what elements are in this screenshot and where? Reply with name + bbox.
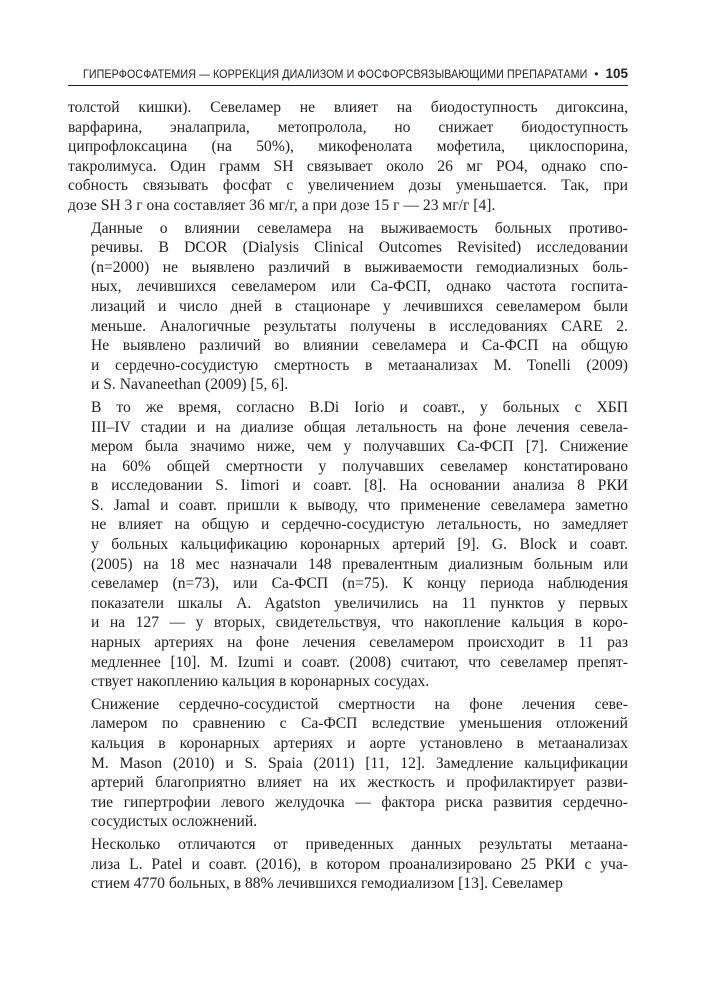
text-line: севеламер (n=73), или Са-ФСП (n=75). К концу периода наблюдения <box>91 575 628 593</box>
text-line: M. Mason (2010) и S. Spaia (2011) [11, 12]. Замедление кальцификации <box>91 754 628 772</box>
text-line: сосудистых осложнений. <box>91 813 258 831</box>
text-line: не влияет на общую и сердечно-сосудистую летальность, но замедляет <box>91 516 628 534</box>
paragraph <box>68 98 628 216</box>
running-header <box>68 66 628 86</box>
text-line: (2005) на 18 мес назначали 148 превалентным диализным больным или <box>91 555 628 573</box>
running-header-title: ГИПЕРФОСФАТЕМИЯ — КОРРЕКЦИЯ ДИАЛИЗОМ И ФОСФОРСВЯЗЫВАЮЩИМИ ПРЕПАРАТАМИ <box>82 69 588 81</box>
text-line: показатели шкалы A. Agatston увеличились на 11 пунктов у первых <box>91 594 628 612</box>
text-line: у больных кальцификацию коронарных артерий [9]. G. Block и соавт. <box>91 536 628 554</box>
paragraph <box>68 219 628 395</box>
text-line: на 60% общей смертности у получавших севеламер констатировано <box>91 457 628 475</box>
text-line: III–IV стадии и на диализе общая летальность на фоне лечения севела- <box>91 418 628 436</box>
text-line: такролимуса. Один грамм SH связывает около 26 мг PO4, однако спо- <box>68 157 628 175</box>
text-line: ципрофлоксацина (на 50%), микофенолата мофетила, циклоспорина, <box>68 138 628 156</box>
text-line: нарных артериях на фоне лечения севеламером происходит в 11 раз <box>91 634 628 652</box>
paragraph <box>68 835 628 894</box>
text-line: ламером по сравнению с Са-ФСП вследствие уменьшения отложений <box>91 715 628 733</box>
text-line: собность связывать фосфат с увеличением дозы уменьшается. Так, при <box>68 177 628 195</box>
paragraph <box>68 398 628 692</box>
text-line: стием 4770 больных, в 88% лечившихся гемодиализом [13]. Севеламер <box>91 875 563 893</box>
text-line: лиза L. Patel и соавт. (2016), в котором проанализировано 25 РКИ с уча- <box>91 855 628 873</box>
bullet-separator-icon: • <box>594 67 599 81</box>
paragraph <box>68 695 628 832</box>
text-line: Данные о влиянии севеламера на выживаемость больных противо- <box>91 219 628 237</box>
text-line: ствует накоплению кальция в коронарных сосудах. <box>91 673 430 691</box>
text-line: мером была значимо ниже, чем у получавших Са-ФСП [7]. Снижение <box>91 438 628 456</box>
text-line: лизаций и число дней в стационаре у лечившихся севеламером были <box>91 297 628 315</box>
text-line: Не выявлено различий во влиянии севеламера и Са-ФСП на общую <box>91 337 628 355</box>
text-line: дозе SH 3 г она составляет 36 мг/г, а при дозе 15 г — 23 мг/г [4]. <box>68 196 496 214</box>
text-line: варфарина, эналаприла, метопролола, но снижает биодоступность <box>68 118 628 136</box>
text-line: медленнее [10]. M. Izumi и соавт. (2008) считают, что севеламер препят- <box>91 653 628 671</box>
text-line: и S. Navaneethan (2009) [5, 6]. <box>91 376 289 394</box>
text-line: и сердечно-сосудистую смертность в метаанализах M. Tonelli (2009) <box>91 356 628 374</box>
text-line: кальция в коронарных артериях и аорте установлено в метаанализах <box>91 735 628 752</box>
text-line: Снижение сердечно-сосудистой смертности на фоне лечения севе- <box>91 695 628 713</box>
text-line: и на 127 — у вторых, свидетельствуя, что накопление кальция в коро- <box>91 614 628 632</box>
text-line: S. Jamal и соавт. пришли к выводу, что применение севеламера заметно <box>91 496 628 514</box>
text-line: речивы. В DCOR (Dialysis Clinical Outcomes Revisited) исследовании <box>91 239 628 257</box>
text-line: толстой кишки). Севеламер не влияет на биодоступность дигоксина, <box>68 99 628 116</box>
body-text <box>68 98 628 894</box>
text-line: тие гипертрофии левого желудочка — фактора риска развития сердечно- <box>91 793 628 811</box>
text-line: артерий благоприятно влияет на их жесткость и профилактирует разви- <box>91 774 628 792</box>
text-line: меньше. Аналогичные результаты получены в исследованиях CARE 2. <box>91 317 628 335</box>
text-line: в исследовании S. Iimori и соавт. [8]. На основании анализа 8 РКИ <box>91 477 628 495</box>
text-line: (n=2000) не выявлено различий в выживаемости гемодиализных боль- <box>91 258 628 276</box>
text-line: В то же время, согласно B.Di Iorio и соавт., у больных с ХБП <box>91 398 628 416</box>
page-number: 105 <box>605 66 628 81</box>
text-line: ных, лечившихся севеламером или Са-ФСП, однако частота госпита- <box>91 278 628 296</box>
text-line: Несколько отличаются от приведенных данных результаты метаана- <box>91 835 628 853</box>
